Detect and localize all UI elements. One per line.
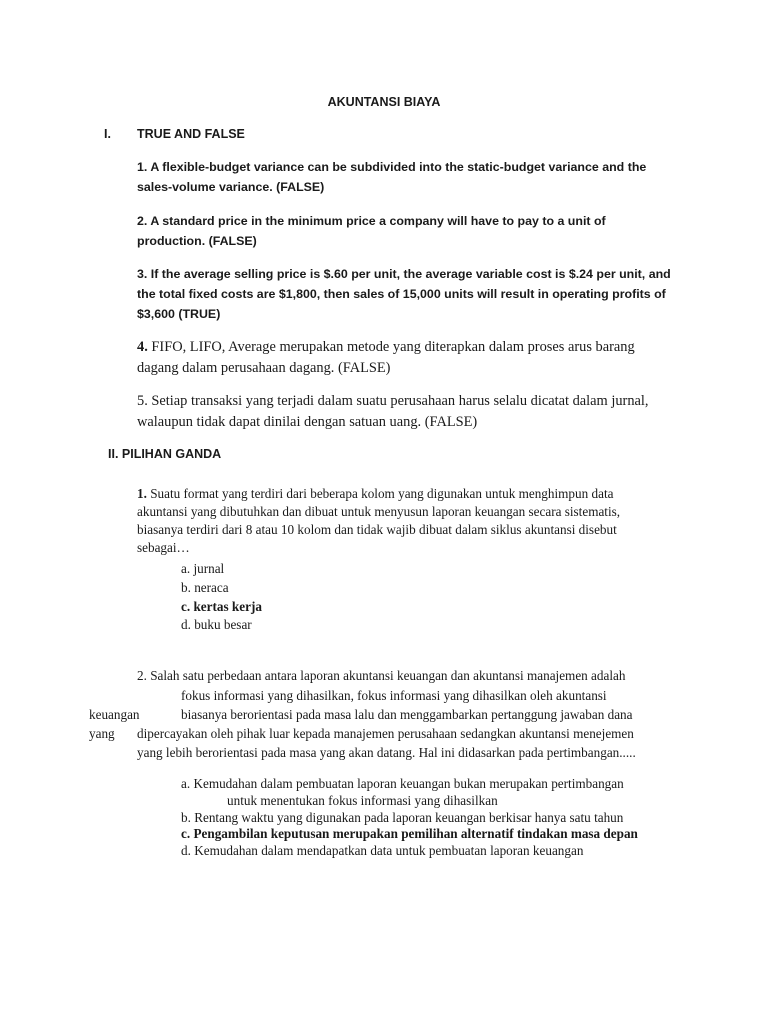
tf-item-number: 1. [137, 160, 148, 174]
tf-item-number: 4. [137, 339, 148, 355]
mc2-option-a-line-2: untuk menentukan fokus informasi yang dihasilkan [227, 793, 498, 808]
tf-item-2 [137, 211, 677, 251]
mc-question-1 [137, 485, 657, 557]
tf-item-number: 5. [137, 393, 148, 409]
mc2-line-4-left: yang [89, 726, 115, 741]
mc2-line-2: fokus informasi yang dihasilkan, fokus informasi yang dihasilkan oleh akuntansi [181, 688, 607, 703]
mc1-option-c-answer: c. kertas kerja [181, 599, 262, 614]
mc1-option-d: d. buku besar [181, 617, 252, 632]
tf-item-4 [137, 337, 677, 379]
section1-number: I. [104, 127, 111, 141]
mc-question-number: 1. [137, 486, 147, 501]
tf-item-text: FIFO, LIFO, Average merupakan metode yang diterapkan dalam proses arus barang dagang dalam perusahaan dagang. (FALSE) [137, 339, 635, 376]
mc-question-text: Suatu format yang terdiri dari beberapa kolom yang digunakan untuk menghimpun data akuntansi yang dibutuhkan dan dibuat untuk menyusun laporan keuangan secara sistematis, biasanya terdiri dari 8 atau 10 kolom dan tidak wajib dibuat dalam siklus akuntansi disebut sebagai… [137, 486, 621, 555]
mc2-line-3-left: keuangan [89, 707, 140, 722]
mc1-option-a: a. jurnal [181, 561, 225, 576]
mc2-option-a-line-1: a. Kemudahan dalam pembuatan laporan keuangan bukan merupakan pertimbangan [181, 776, 624, 791]
tf-item-text: A flexible-budget variance can be subdivided into the static-budget variance and the sales-volume variance. (FALSE) [137, 160, 647, 194]
mc2-option-c-answer: c. Pengambilan keputusan merupakan pemilihan alternatif tindakan masa depan [181, 826, 638, 841]
section2-heading: II. PILIHAN GANDA [108, 447, 222, 461]
tf-item-text: A standard price in the minimum price a company will have to pay to a unit of production. (FALSE) [137, 214, 606, 248]
mc2-line-3-right: biasanya berorientasi pada masa lalu dan menggambarkan pertanggung jawaban dana [181, 707, 633, 722]
mc2-option-b: b. Rentang waktu yang digunakan pada laporan keuangan berkisar hanya satu tahun [181, 810, 624, 825]
mc2-line-5: yang lebih berorientasi pada masa yang akan datang. Hal ini didasarkan pada pertimbangan..... [137, 745, 636, 760]
mc1-option-b: b. neraca [181, 580, 229, 595]
section1-heading: TRUE AND FALSE [137, 127, 245, 141]
mc2-option-d: d. Kemudahan dalam mendapatkan data untuk pembuatan laporan keuangan [181, 843, 584, 858]
tf-item-text: Setiap transaksi yang terjadi dalam suatu perusahaan harus selalu dicatat dalam jurnal, walaupun tidak dapat dinilai dengan satuan uang. (FALSE) [137, 393, 649, 430]
tf-item-number: 2. [137, 214, 148, 228]
tf-item-text: If the average selling price is $.60 per unit, the average variable cost is $.24 per unit, and the total fixed costs are $1,800, then sales of 15,000 units will result in operating profits of $3,600 (TRUE) [137, 267, 671, 321]
mc2-line-1: 2. Salah satu perbedaan antara laporan akuntansi keuangan dan akuntansi manajemen adalah [137, 668, 626, 683]
tf-item-3 [137, 264, 677, 324]
tf-item-5 [137, 391, 677, 433]
tf-item-1 [137, 157, 677, 197]
mc2-line-4-right: dipercayakan oleh pihak luar kepada manajemen perusahaan sedangkan akuntansi menejemen [137, 726, 634, 741]
document-title: AKUNTANSI BIAYA [327, 95, 441, 109]
tf-item-number: 3. [137, 267, 148, 281]
